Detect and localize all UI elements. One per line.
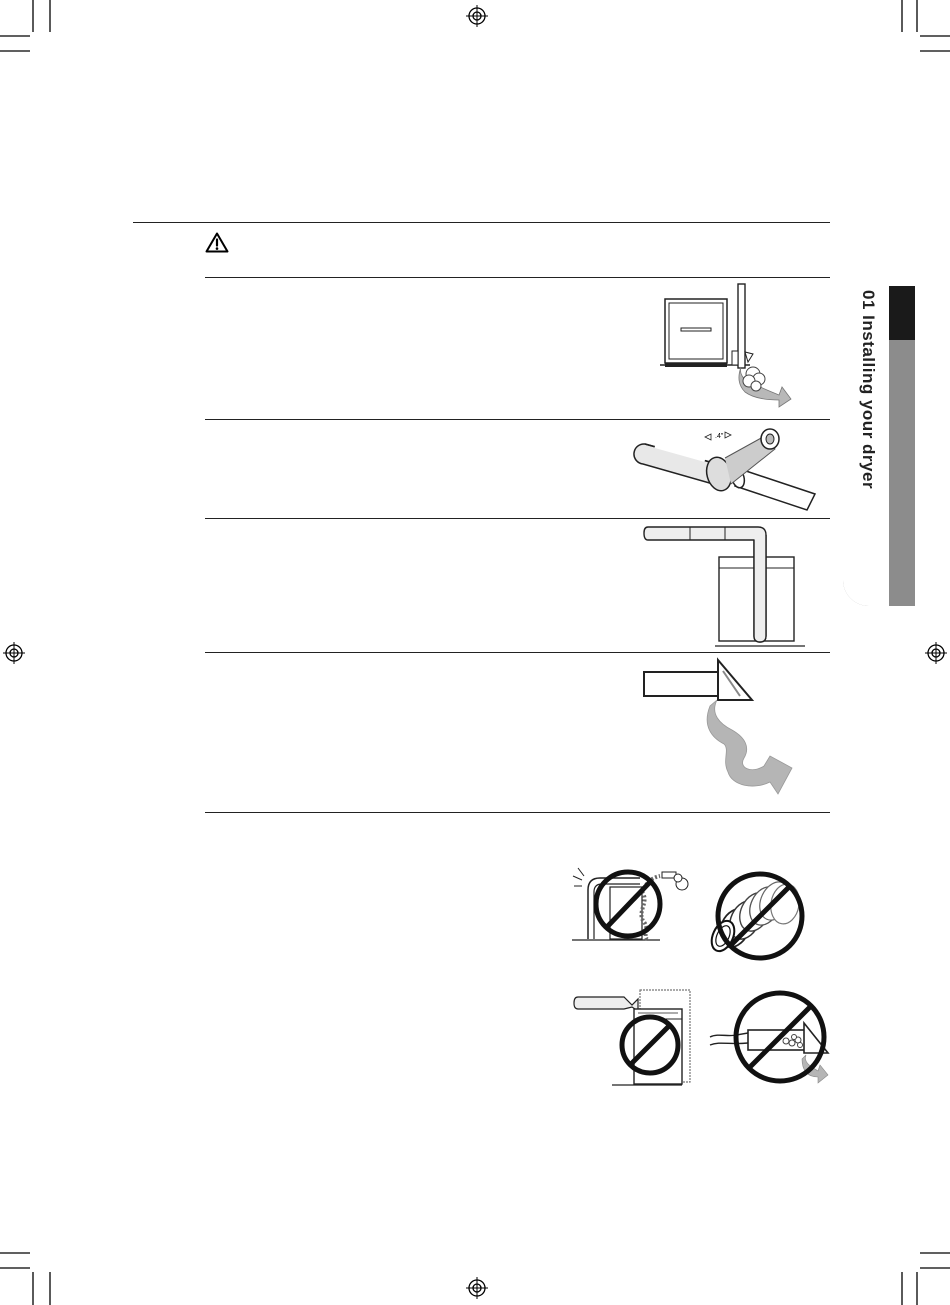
registration-mark-icon: [3, 642, 25, 664]
divider: [205, 277, 830, 278]
duct-tape-joint-illustration: [635, 424, 825, 514]
svg-text:.4": .4": [715, 433, 724, 440]
prohibited-duct-behind-dryer-illustration: [572, 985, 700, 1095]
warning-triangle-icon: [205, 232, 229, 253]
prohibited-clogged-hood-illustration: [708, 985, 833, 1090]
duct-routing-illustration: [640, 522, 810, 652]
divider: [205, 652, 830, 653]
divider: [205, 812, 830, 813]
exhaust-hood-airflow-illustration: [640, 656, 810, 796]
side-tab-label-wrap: [843, 290, 893, 590]
prohibited-foil-duct-illustration: [705, 868, 815, 968]
top-rule: [133, 222, 830, 223]
divider: [205, 518, 830, 519]
divider: [205, 419, 830, 420]
registration-mark-icon: [466, 5, 488, 27]
registration-mark-icon: [925, 642, 947, 664]
side-tab-label: 01 Installing your dryer: [859, 290, 878, 490]
dryer-wall-exhaust-illustration: [655, 282, 795, 412]
registration-mark-icon: [466, 1277, 488, 1299]
prohibited-crushed-duct-illustration: [570, 862, 695, 947]
